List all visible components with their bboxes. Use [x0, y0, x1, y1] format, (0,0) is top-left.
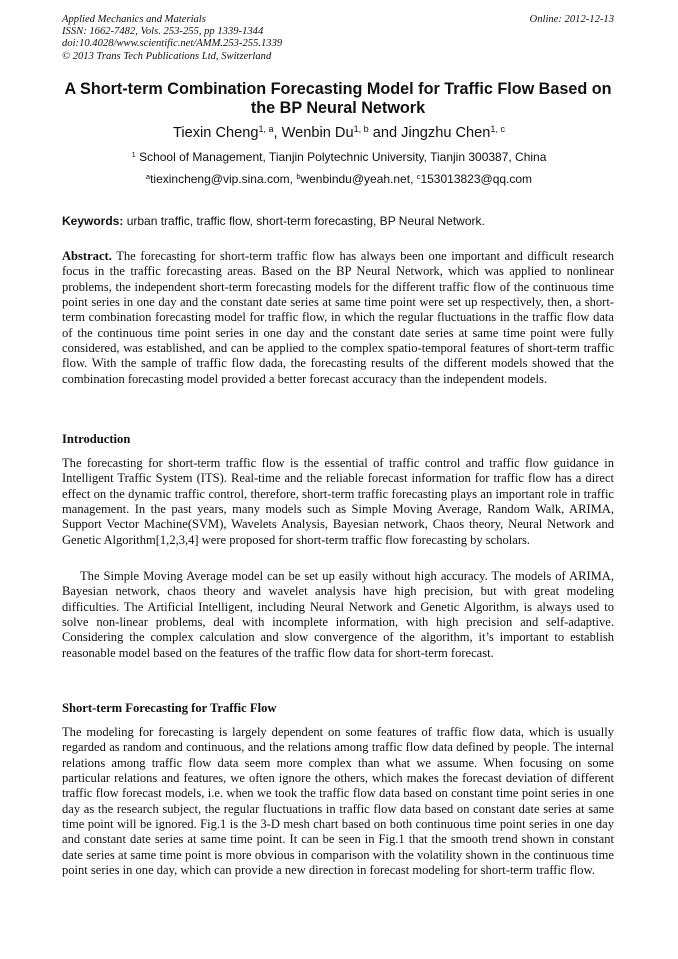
paper-title: A Short-term Combination Forecasting Model for Traffic Flow Based on the BP Neural Network [64, 80, 612, 117]
affiliation-text: School of Management, Tianjin Polytechnic University, Tianjin 300387, China [135, 150, 547, 164]
abstract [62, 249, 614, 387]
section-heading-introduction: Introduction [62, 432, 131, 446]
copyright-line: © 2013 Trans Tech Publications Ltd, Switzerland [62, 50, 272, 62]
abstract-text: The forecasting for short-term traffic flow has always been one important and difficult research focus in the traffic forecasting areas. Based on the BP Neural Network, which was applied to nonlinear problems, the independent short-term forecasting models for the different traffic flow of the continuous time point series in one day and the constant date series at same time point were set up respectively, then, a short-term combination forecasting model for traffic flow, in which the regular fluctuations in the traffic flow data of the continuous time point series in one day and the constant date series at same time point were fully considered, was established, and can be applied to the complex spatio-temporal features of short-term traffic flow. With the sample of traffic flow dada, the forecasting results of the different models showed that the combination forecasting model provided a better forecast accuracy than the independent models. [62, 249, 614, 386]
email-link[interactable]: 153013823@qq.com [420, 172, 533, 186]
doi-line: doi:10.4028/www.scientific.net/AMM.253-255.1339 [62, 38, 283, 50]
email-separator: , [289, 172, 297, 186]
email-superscript: b [296, 171, 301, 181]
author-separator: , [273, 125, 282, 141]
email-list [0, 172, 678, 187]
author-superscript: 1, b [353, 124, 369, 135]
author-separator: and [368, 125, 402, 141]
short-term-paragraph: The modeling for forecasting is largely dependent on some features of traffic flow data, which is usually regarded as random and continuous, and the relations among traffic flow data defined by people. The internal relations among traffic flow data seem more complex than what we assume. When focusing on some particular relations and features, we often ignore the others, which makes the forecast deviation of different traffic flow forecast models, i.e. when we took the traffic flow data based on constant time point series in one day as the research subject, the regular fluctuations in traffic flow data based on constant date series at same time point will be ignored. Fig.1 is the 3-D mesh chart based on both continuous time point series in one day and constant date series at same time point. It can be seen in Fig.1 that the smooth trend shown in constant date series at same time point is more obvious in comparison with the volatility shown in the continuous time point series in one day, which can provide a new direction in forecast modeling for short-term traffic flow. [62, 725, 614, 878]
author-list [0, 124, 678, 142]
online-date: Online: 2012-12-13 [529, 14, 614, 25]
author-superscript: 1, c [490, 124, 505, 135]
author-name: Jingzhu Chen [401, 125, 491, 141]
email-superscript: a [145, 171, 151, 181]
abstract-label: Abstract. [62, 249, 112, 263]
email-separator: , [410, 172, 417, 186]
affiliation [0, 150, 678, 165]
author-superscript: 1, a [258, 124, 274, 135]
introduction-paragraph: The Simple Moving Average model can be set up easily without high accuracy. The models of ARIMA, Bayesian network, chaos theory and wavelet analysis have high precision, but with great modeling difficulties. The Artificial Intelligent, including Neural Network and Genetic Algorithm, is always used to solve non-linear problems, deal with incomplete information, with high precision and self-adaptive. Considering the complex calculation and slow convergence of the algorithm, it’s important to establish reasonable model based on the features of the traffic flow data for short-term forecast. [62, 569, 614, 660]
author-name: Wenbin Du [281, 125, 354, 141]
journal-header [62, 14, 282, 63]
journal-name: Applied Mechanics and Materials [62, 14, 206, 25]
section-heading-short-term-forecasting: Short-term Forecasting for Traffic Flow [62, 701, 277, 715]
author-name: Tiexin Cheng [173, 125, 259, 141]
introduction-paragraph: The forecasting for short-term traffic flow is the essential of traffic control and traffic flow guidance in Intelligent Traffic System (ITS). Real-time and the reliable forecast information for traffic flow has a direct effect on the dynamic traffic control, therefore, short-term traffic forecasting plays an important role in traffic management. In the past years, many models such as Simple Moving Average, Random Walk, ARIMA, Support Vector Machine(SVM), Wavelets Analysis, Bayesian network, Chaos theory, Neural Network and Genetic Algorithm[1,2,3,4] were proposed for short-term traffic flow forecasting by scholars. [62, 456, 614, 547]
keywords-text: urban traffic, traffic flow, short-term forecasting, BP Neural Network. [123, 214, 485, 228]
email-link[interactable]: wenbindu@yeah.net [300, 172, 411, 186]
keywords-label: Keywords: [62, 214, 124, 228]
issn-line: ISSN: 1662-7482, Vols. 253-255, pp 1339-1344 [62, 26, 264, 38]
email-link[interactable]: tiexincheng@vip.sina.com [150, 172, 290, 186]
affiliation-superscript: 1 [131, 149, 136, 159]
keywords [62, 214, 614, 229]
email-superscript: c [416, 171, 421, 181]
